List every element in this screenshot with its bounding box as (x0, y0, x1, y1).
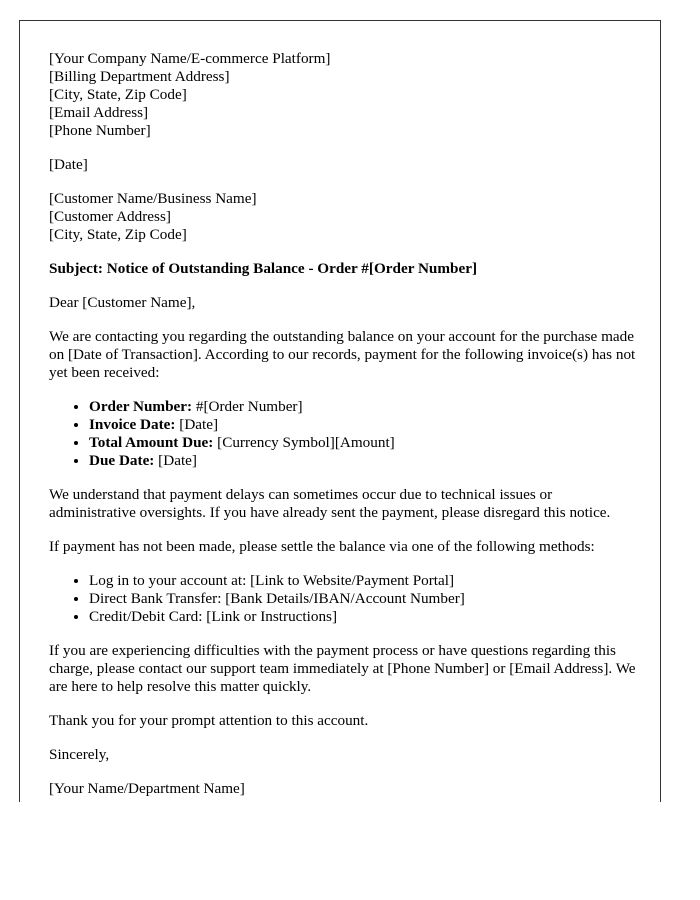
detail-value: [Date] (154, 452, 197, 469)
recipient-city: [City, State, Zip Code] (49, 226, 187, 243)
letter-date: [Date] (49, 156, 88, 173)
intro-paragraph: We are contacting you regarding the outstanding balance on your account for the purchase made on [Date of Transaction]. According to our records, payment for the following invoice(s) has not yet been received: (49, 328, 636, 381)
sender-block (49, 50, 639, 140)
signature: [Your Name/Department Name] (49, 780, 245, 797)
list-item (89, 416, 639, 434)
subject-line: Subject: Notice of Outstanding Balance - Order #[Order Number] (49, 260, 478, 277)
support-paragraph: If you are experiencing difficulties with the payment process or have questions regarding this charge, please contact our support team immediately at [Phone Number] or [Email Address]. We are here to help resolve this matter quickly. (49, 642, 636, 695)
recipient-name: [Customer Name/Business Name] (49, 190, 257, 207)
understanding-paragraph: We understand that payment delays can sometimes occur due to technical issues or administrative oversights. If you have already sent the payment, please disregard this notice. (49, 486, 611, 521)
detail-label: Total Amount Due: (89, 434, 214, 451)
detail-label: Order Number: (89, 398, 193, 415)
sender-address: [Billing Department Address] (49, 68, 230, 85)
sender-company: [Your Company Name/E-commerce Platform] (49, 50, 331, 67)
list-item (89, 398, 639, 416)
invoice-details-list (49, 398, 639, 470)
thanks-paragraph: Thank you for your prompt attention to this account. (49, 712, 369, 729)
list-item: • Direct Bank Transfer: [Bank Details/IBAN/Account Number] (89, 590, 639, 608)
detail-value: [Date] (175, 416, 219, 433)
list-item: • Credit/Debit Card: [Link or Instructions] (89, 608, 639, 626)
detail-value: #[Order Number] (192, 398, 303, 415)
sender-city: [City, State, Zip Code] (49, 86, 187, 103)
methods-intro: If payment has not been made, please settle the balance via one of the following methods: (49, 538, 595, 555)
letter-page (19, 20, 661, 802)
letter-body (49, 50, 639, 802)
detail-value: [Currency Symbol][Amount] (213, 434, 395, 451)
closing: Sincerely, (49, 746, 110, 763)
payment-methods-list (49, 572, 639, 626)
list-item (89, 434, 639, 452)
list-item (89, 452, 639, 470)
recipient-address: [Customer Address] (49, 208, 171, 225)
detail-label: Invoice Date: (89, 416, 176, 433)
list-item: • Log in to your account at: [Link to Website/Payment Portal] (89, 572, 639, 590)
recipient-block (49, 190, 639, 244)
salutation: Dear [Customer Name], (49, 294, 196, 311)
sender-phone: [Phone Number] (49, 122, 151, 139)
detail-label: Due Date: (89, 452, 155, 469)
sender-email: [Email Address] (49, 104, 149, 121)
